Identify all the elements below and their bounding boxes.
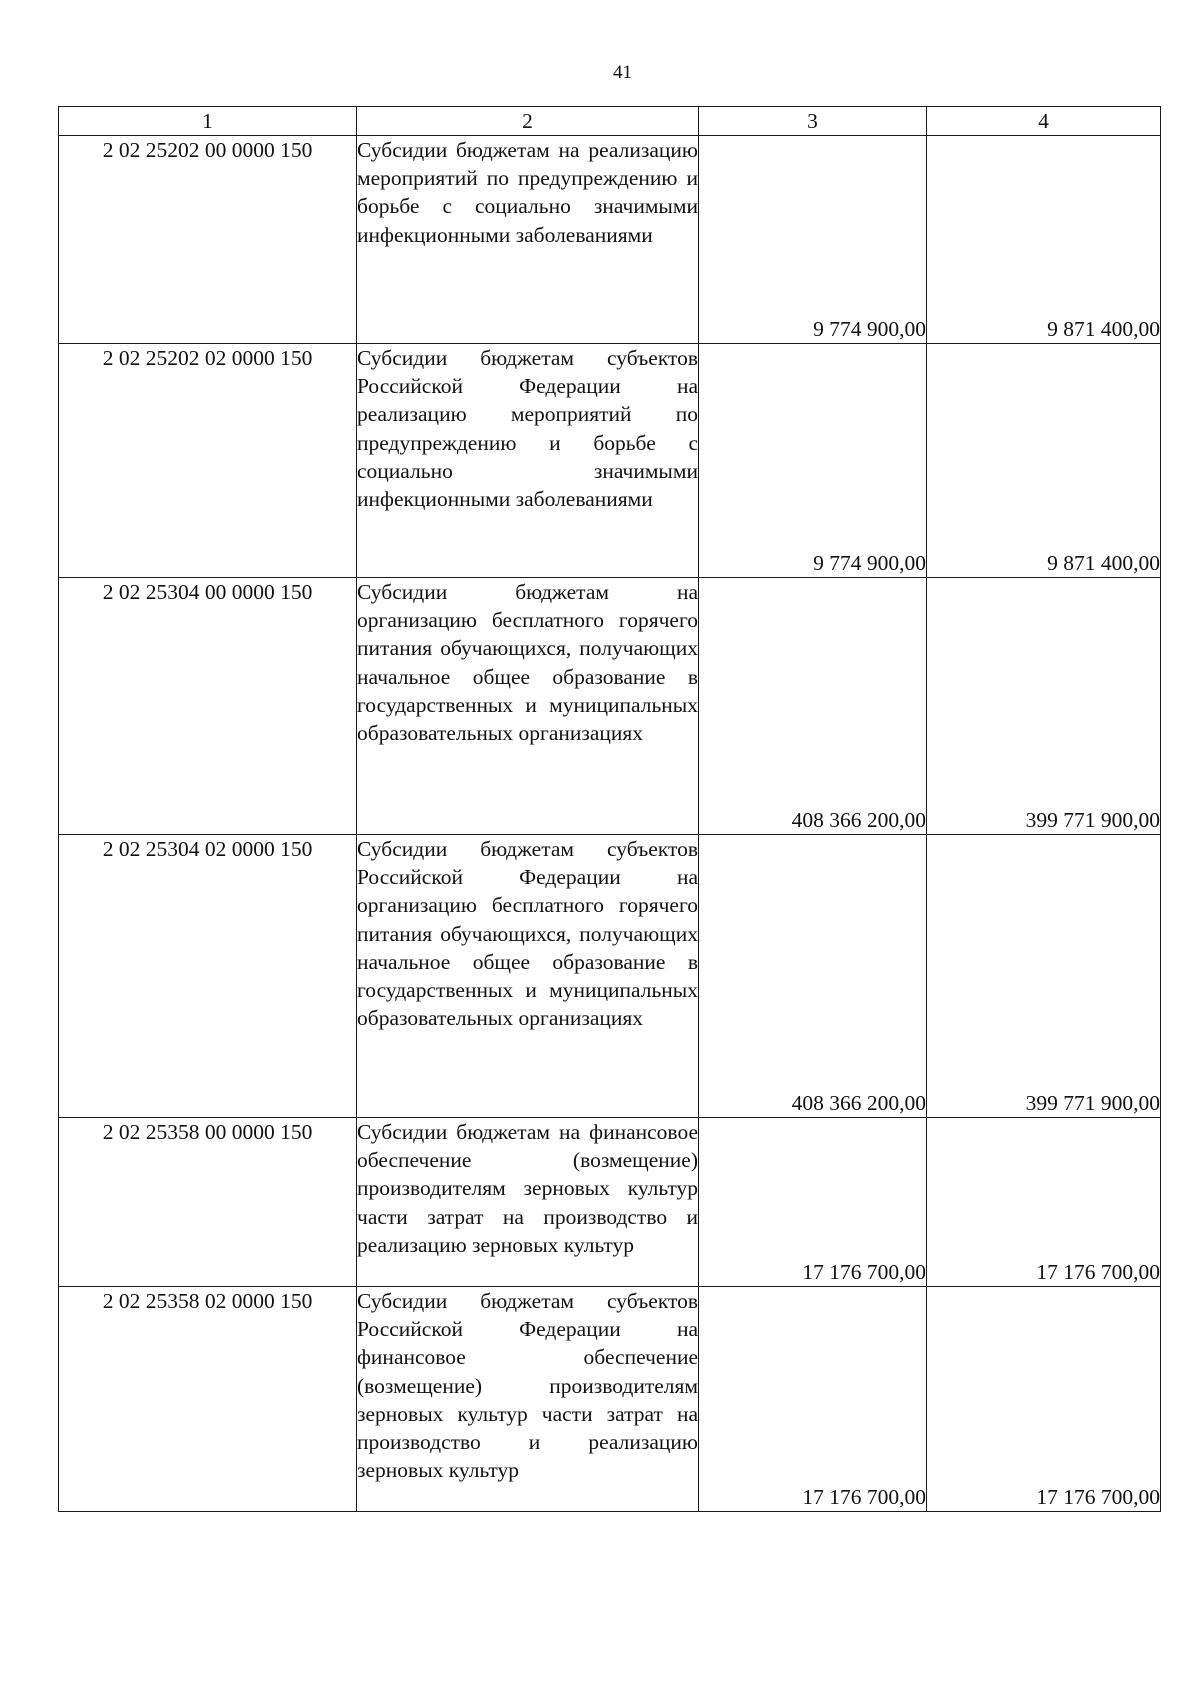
column-header-1: 1: [59, 107, 357, 136]
header-row: [59, 107, 1161, 136]
budget-code: 2 02 25304 02 0000 150: [59, 835, 357, 1118]
column-header-3: 3: [699, 107, 927, 136]
table-row: [59, 136, 1161, 344]
table-row: [59, 1118, 1161, 1287]
budget-code: 2 02 25202 00 0000 150: [59, 136, 357, 344]
amount-column-3: 408 366 200,00: [699, 835, 927, 1118]
amount-column-4: 9 871 400,00: [927, 344, 1161, 578]
table-body: [59, 136, 1161, 1512]
revenue-name: Субсидии бюджетам на финансовое обеспечение (возмещение) производителям зерновых культур части затрат на производство и реализацию зерновых культур: [357, 1118, 699, 1287]
amount-column-3: 9 774 900,00: [699, 344, 927, 578]
amount-column-3: 17 176 700,00: [699, 1118, 927, 1287]
amount-column-4: 17 176 700,00: [927, 1287, 1161, 1512]
page-number: 41: [613, 62, 632, 83]
revenue-name: Субсидии бюджетам на организацию бесплатного горячего питания обучающихся, получающих начальное общее образование в государственных и муниципальных образовательных организациях: [357, 578, 699, 835]
amount-column-4: 17 176 700,00: [927, 1118, 1161, 1287]
amount-column-4: 9 871 400,00: [927, 136, 1161, 344]
revenue-name: Субсидии бюджетам на реализацию мероприятий по предупреждению и борьбе с социально значимыми инфекционными заболеваниями: [357, 136, 699, 344]
column-header-2: 2: [357, 107, 699, 136]
amount-column-3: 9 774 900,00: [699, 136, 927, 344]
table-row: [59, 344, 1161, 578]
table-row: [59, 1287, 1161, 1512]
budget-code: 2 02 25358 00 0000 150: [59, 1118, 357, 1287]
amount-column-3: 17 176 700,00: [699, 1287, 927, 1512]
revenue-name: Субсидии бюджетам субъектов Российской Федерации на реализацию мероприятий по предупреждению и борьбе с социально значимыми инфекционными заболеваниями: [357, 344, 699, 578]
budget-code: 2 02 25358 02 0000 150: [59, 1287, 357, 1512]
table-row: [59, 578, 1161, 835]
amount-column-4: 399 771 900,00: [927, 578, 1161, 835]
revenue-name: Субсидии бюджетам субъектов Российской Федерации на финансовое обеспечение (возмещение) производителям зерновых культур части затрат на производство и реализацию зерновых культур: [357, 1287, 699, 1512]
budget-code: 2 02 25202 02 0000 150: [59, 344, 357, 578]
budget-code: 2 02 25304 00 0000 150: [59, 578, 357, 835]
table-row: [59, 835, 1161, 1118]
amount-column-3: 408 366 200,00: [699, 578, 927, 835]
column-header-4: 4: [927, 107, 1161, 136]
table-header: [59, 107, 1161, 136]
revenue-name: Субсидии бюджетам субъектов Российской Федерации на организацию бесплатного горячего питания обучающихся, получающих начальное общее образование в государственных и муниципальных образовательных организациях: [357, 835, 699, 1118]
budget-table: [58, 106, 1161, 1512]
amount-column-4: 399 771 900,00: [927, 835, 1161, 1118]
